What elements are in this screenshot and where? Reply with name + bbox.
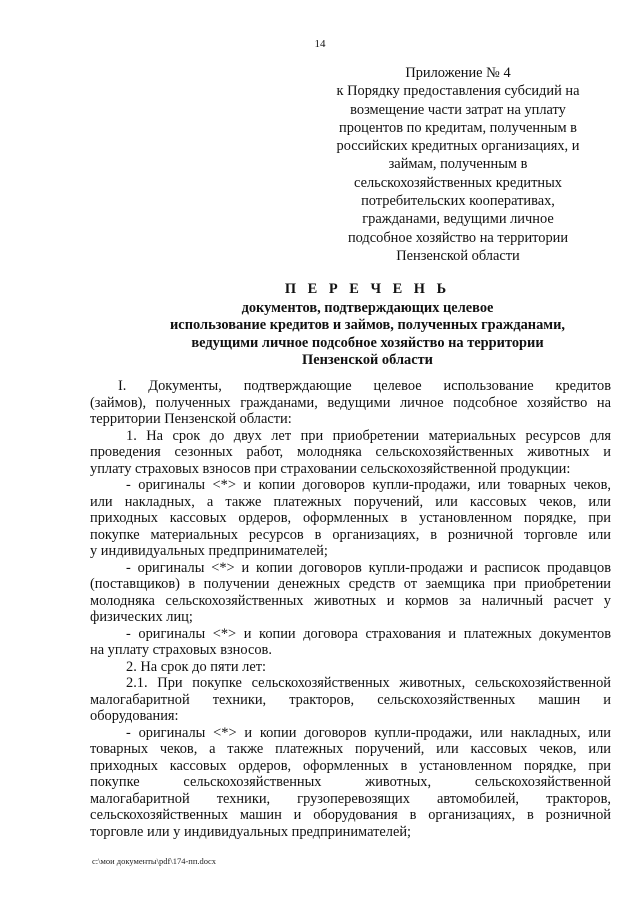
body-line: 2. На срок до пяти лет: [126, 658, 267, 675]
appendix-line: Приложение № 4 [405, 65, 511, 81]
body-line: товарных чеков, а также платежных поручений, или кассовых чеков, или [90, 741, 611, 757]
body-line: физических лиц; [90, 609, 193, 625]
body-line: на уплату страховых взносов. [90, 642, 272, 658]
appendix-line: потребительских кооперативах, [361, 193, 555, 210]
appendix-line: процентов по кредитам, полученным в [339, 119, 577, 136]
body-line: молодняка сельскохозяйственных животных и кормов за наличный расчет у [90, 592, 611, 609]
appendix-line: возмещение части затрат на уплату [350, 101, 566, 118]
body-line: - оригиналы <*> и копии договоров купли-продажи и расписок продавцов [126, 559, 611, 576]
body-line: торговле или у индивидуальных предпринимателей; [90, 823, 412, 840]
body-line: - оригиналы <*> и копии договора страхования и платежных документов [126, 625, 611, 642]
body-line: I. Документы, подтверждающие целевое использование кредитов [118, 378, 611, 394]
title-subtitle-line: Пензенской области [302, 352, 433, 369]
page-number: 14 [314, 38, 326, 50]
appendix-line: сельскохозяйственных кредитных [354, 174, 562, 191]
appendix-line: гражданами, ведущими личное [362, 211, 554, 228]
body-line: уплату страховых взносов при страховании сельскохозяйственной продукции: [90, 460, 571, 477]
body-line: приходных кассовых ордеров, оформленных в установленном порядке, при [90, 757, 611, 774]
appendix-header [318, 64, 598, 265]
body-line: покупке сельскохозяйственных животных, сельскохозяйственной [90, 774, 611, 790]
body-line: у индивидуальных предпринимателей; [90, 543, 328, 559]
document-body [90, 378, 611, 840]
body-line: территории Пензенской области: [90, 411, 292, 427]
title-subtitle-line: документов, подтверждающих целевое [241, 299, 494, 316]
appendix-line: Пензенской области [396, 247, 520, 264]
appendix-line: российских кредитных организациях, и [336, 138, 580, 155]
body-line: малогабаритной техники, тракторов, сельскохозяйственных машин и [90, 691, 611, 708]
appendix-line: подсобное хозяйство на территории [347, 229, 569, 246]
body-line: - оригиналы <*> и копии договоров купли-продажи, или товарных чеков, [126, 477, 611, 493]
body-line: покупке материальных ресурсов в организациях, в розничной торговле или [90, 526, 611, 543]
body-line: сельскохозяйственных машин и оборудования в организациях, в розничной [90, 807, 611, 823]
body-line: 2.1. При покупке сельскохозяйственных животных, сельскохозяйственной [126, 675, 611, 691]
document-title [90, 281, 640, 370]
title-main: П Е Р Е Ч Е Н Ь [284, 281, 451, 297]
footer-file-path: c:\мои документы\pdf\174-пп.docx [92, 856, 217, 866]
title-subtitle-line: ведущими личное подсобное хозяйство на территории [191, 334, 544, 351]
appendix-line: к Порядку предоставления субсидий на [336, 83, 580, 100]
appendix-line: займам, полученным в [388, 156, 528, 173]
body-line: или накладных, а также платежных поручений, или кассовых чеков, или [90, 493, 611, 510]
body-line: 1. На срок до двух лет при приобретении материальных ресурсов для [126, 427, 611, 444]
body-line: оборудования: [90, 708, 179, 724]
body-line: - оригиналы <*> и копии договоров купли-продажи, или накладных, или [126, 724, 611, 741]
body-line: (займов), полученных гражданами, ведущими личное подсобное хозяйство на [90, 394, 611, 411]
body-line: (поставщиков) в получении денежных средств от заемщика при приобретении [90, 576, 611, 592]
body-line: малогабаритной техники, грузоперевозящих автомобилей, тракторов, [90, 790, 611, 807]
body-line: проведения сезонных работ, молодняка сельскохозяйственных животных и [90, 444, 611, 460]
body-line: приходных кассовых ордеров, оформленных в установленном порядке, при [90, 510, 611, 526]
title-subtitle-line: использование кредитов и займов, полученных гражданами, [170, 317, 565, 334]
